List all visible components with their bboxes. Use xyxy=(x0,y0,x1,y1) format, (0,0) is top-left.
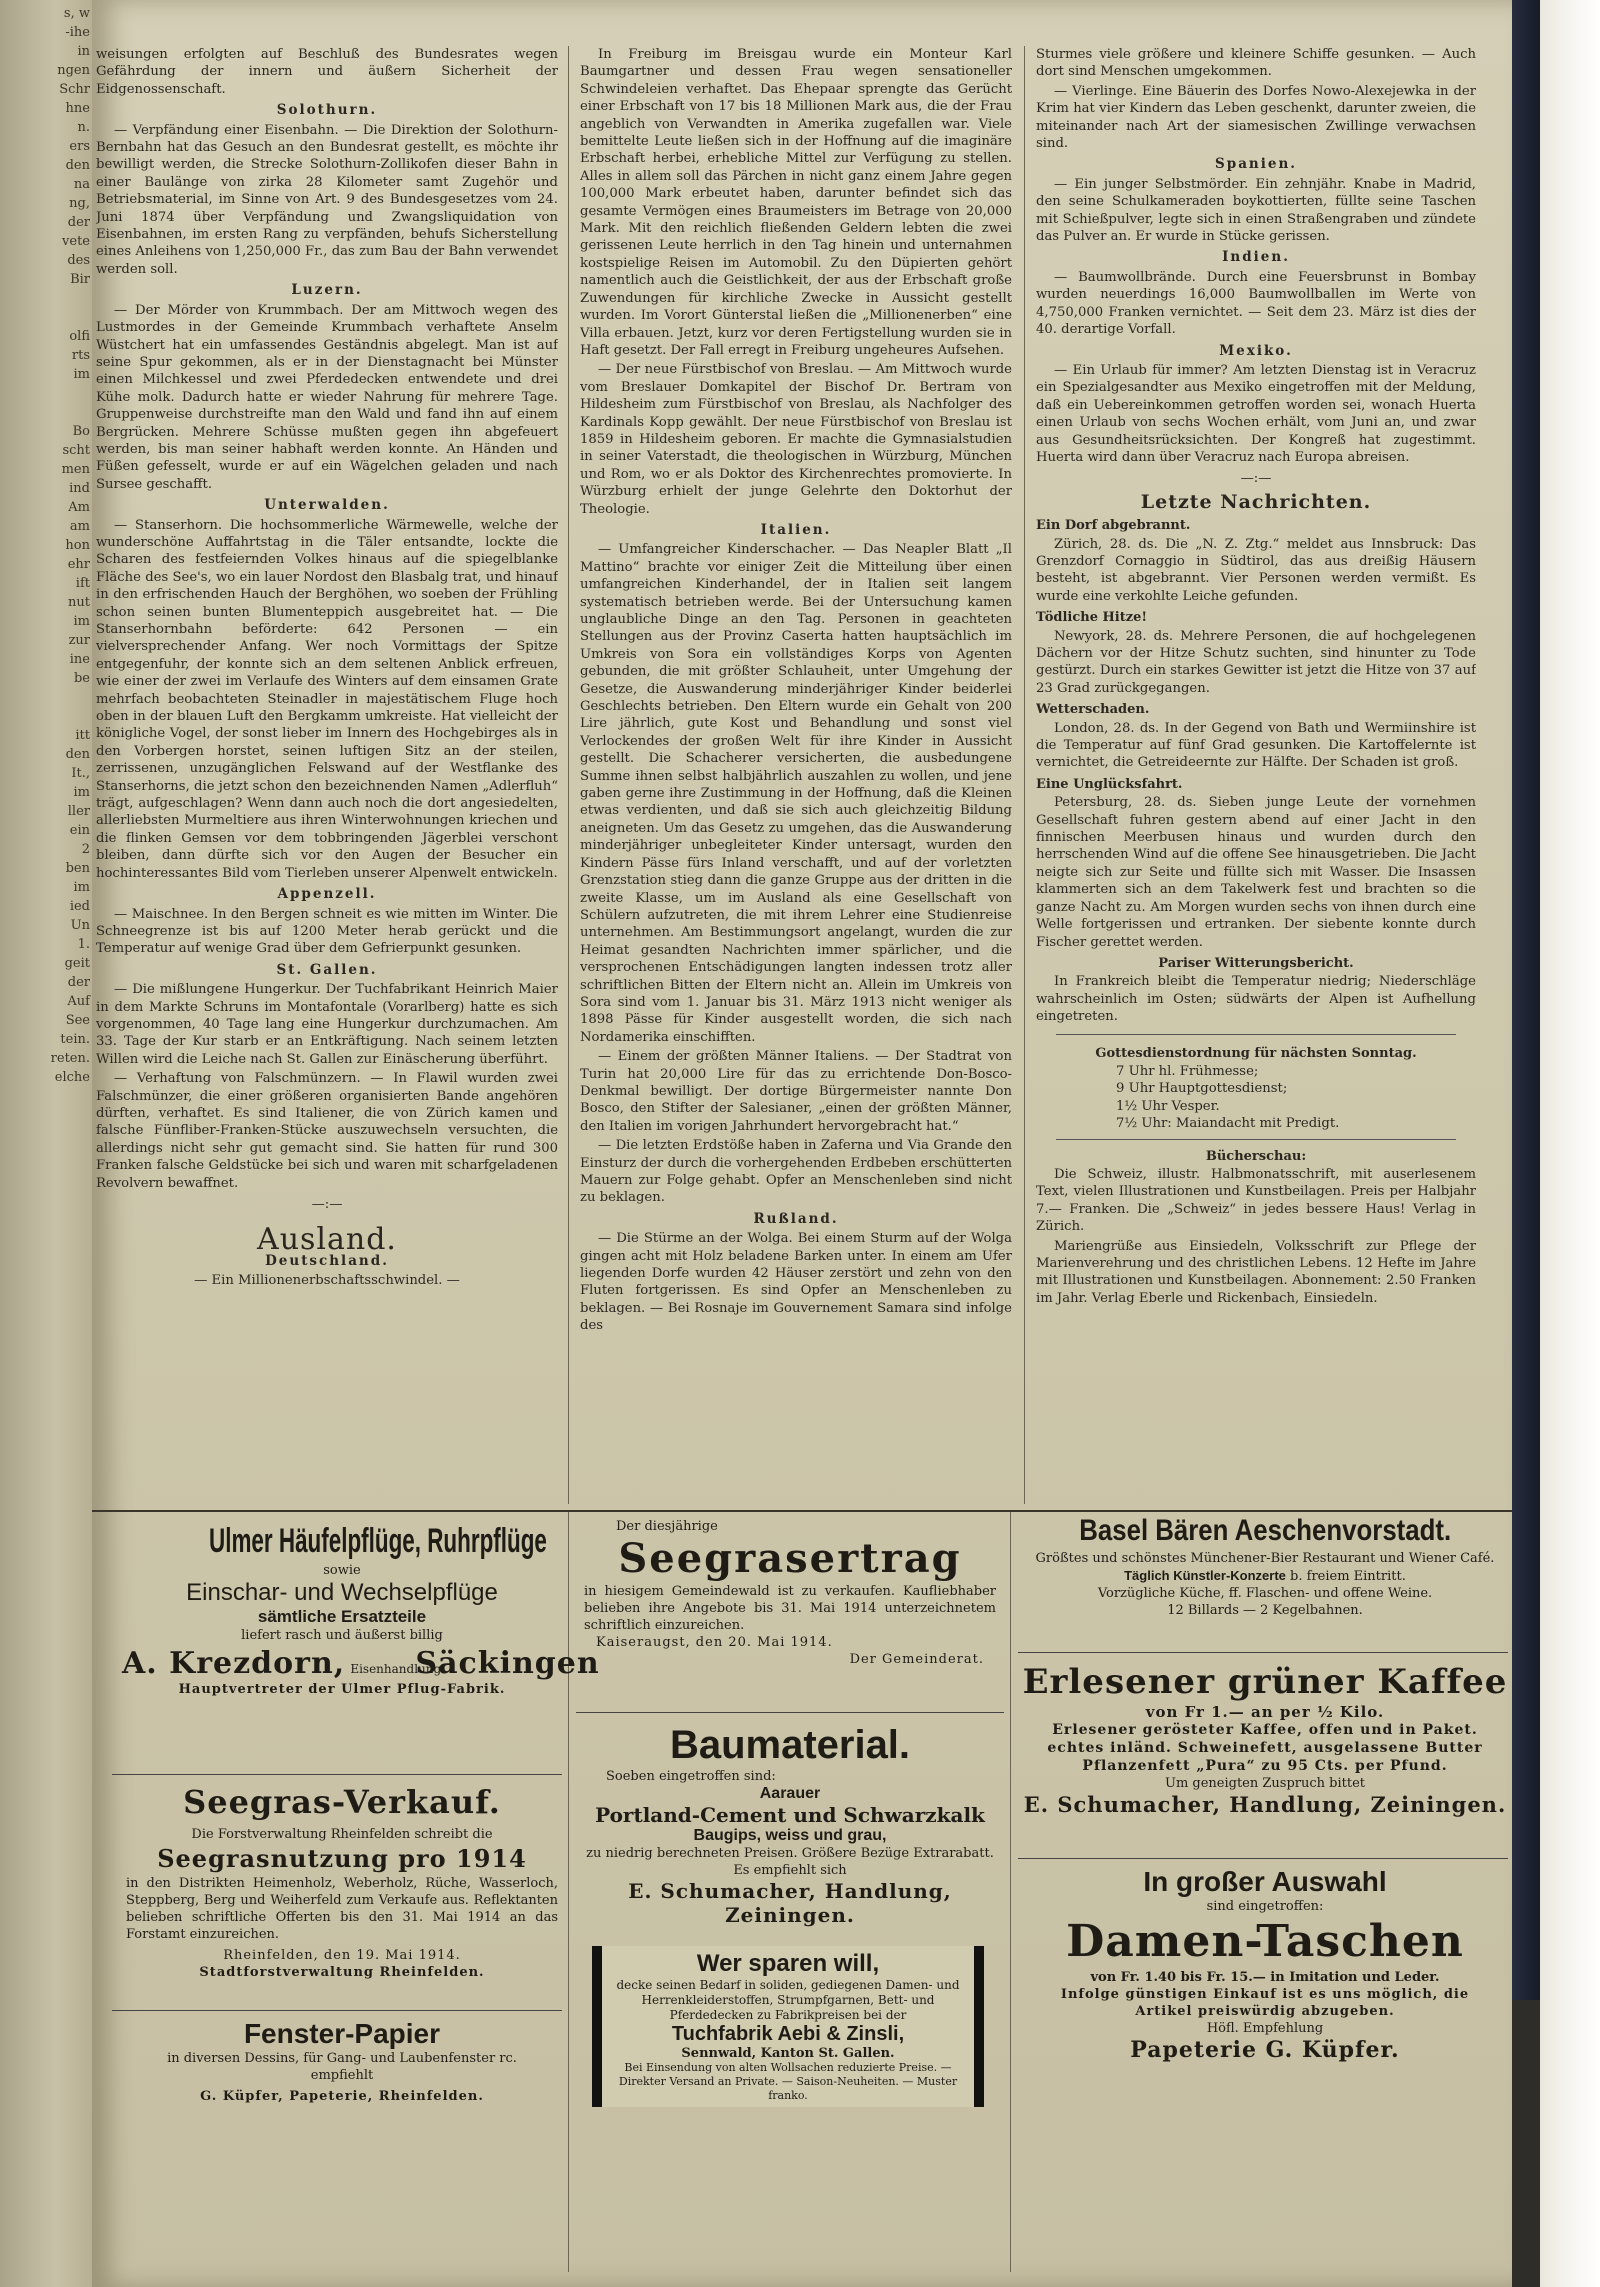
article-spanien: — Ein junger Selbstmörder. Ein zehnjähr. Knabe in Madrid, den seine Schulkameraden boykottierten, füllte seine Taschen mit Schießpulver, legte sich in einen Straßengraben und zündete das Pulver an. Er wurde in Stücke gerissen. xyxy=(1036,176,1476,245)
article-fuerstbischof: — Der neue Fürstbischof von Breslau. — Am Mittwoch wurde vom Breslauer Domkapitel der Bischof Dr. Bertram von Hildesheim zum Fürstbischof von Breslau, als Nachfolger des Kardinals Kopp gewählt. Der neue Fürstbischof von Breslau ist 1859 in Hildesheim geboren. Er machte die Gymnasialstudien in seiner Vaterstadt, die theologischen in Würzburg, München und Rom, wo er als Doktor des Kirchenrechtes promovierte. In Würzburg erhielt der junge Gelehrte den Doktorhut der Theologie. xyxy=(580,362,1012,517)
ad-bau-cement: Portland-Cement und Schwarzkalk xyxy=(595,1803,985,1827)
column-1 xyxy=(96,46,558,1504)
article-freiburg: In Freiburg im Breisgau wurde ein Monteur Karl Baumgartner und dessen Frau wegen sensationeller Schwindeleien verhaftet. Das Ehepaar sprengte das Gerücht einer Erbschaft von 17 bis 18 Millionen Mark aus, die der Frau angeblich von Verwandten in Amerika zugefallen war. Viele bemittelte Leute ließen sich in der Hoffnung auf die imaginäre Erbschaft herbei, erhebliche Mittel zur Verfügung zu stellen. Alles in allem soll das Pärchen in nicht ganz einem Jahre gegen 100,000 Mark erbeutet haben, darunter befindet sich das gesamte Vermögen eines Braumeisters im Betrage von 20,000 Mark. Mit den reichlich fließenden Geldern lebten die zwei gerissenen Leute herrlich in den Tag hinein und unternahmen kostspielige Reisen im Automobil. Zu den Düpierten gehört namentlich auch die Geistlichkeit, der aus der Erbschaft große Zuwendungen für kirchliche Zwecke in Aussicht gestellt wurden. Im Vorort Günterstal ließen die „Millionenerben“ eine Villa erbauen. Jetzt, kurz vor deren Fertigstellung wurden sie in Haft gesetzt. Der Fall erregt in Freiburg ungeheures Aufsehen. xyxy=(580,47,1012,358)
article-buecherschau-2: Mariengrüße aus Einsiedeln, Volksschrift zur Pflege der Marienverehrung und des christlichen Lebens. 12 Hefte im Jahre mit Illustrationen und Kunstbeilagen. Abonnement: 2.50 Franken im Jahr. Verlag Eberle und Rickenbach, Einsiedeln. xyxy=(1036,1238,1476,1306)
article-unglucksfahrt: Petersburg, 28. ds. Sieben junge Leute der vornehmen Gesellschaft fuhren gestern abend auf einer Jacht in den finnischen Meerbusen hinaus und wurden durch den herrschenden Wind auf die offene See hinausgetrieben. Die Jacht neigte sich zur Seite und füllte sich mit Wasser. Die Insassen klammerten sich an dem Takelwerk fest und brachten so die ganze Nacht zu. Am Morgen wurden sechs von ihnen durch eine Welle fortgerissen und ertranken. Der siebente konnte durch Fischer gerettet werden. xyxy=(1036,795,1476,950)
ad-fenster-sign: G. Küpfer, Papeterie, Rheinfelden. xyxy=(200,2089,484,2104)
ad-taschen-empf: Höfl. Empfehlung xyxy=(1206,2021,1324,2036)
ad-ulmer-title: Ulmer Häufelpflüge, Ruhrpflüge xyxy=(209,1522,547,1560)
ad-seegras-nutzung: Seegrasnutzung pro 1914 xyxy=(157,1844,527,1873)
ad-basel-baeren xyxy=(1018,1512,1512,1619)
heading-solothurn: Solothurn. xyxy=(276,102,378,119)
ad-wer-small: Bei Einsendung von alten Wollsachen reduzierte Preise. — Direkter Versand an Private. — Saison-Neuheiten. — Muster franko. xyxy=(618,2061,958,2102)
newspaper-page xyxy=(92,0,1512,2287)
heading-unglucksfahrt: Eine Unglücksfahrt. xyxy=(1036,776,1183,792)
ads-column-rule xyxy=(1010,1512,1011,2272)
section-heading-ausland: Ausland. xyxy=(257,1222,397,1258)
ad-basel-title: Basel Bären Aeschenvorstadt. xyxy=(1079,1514,1451,1547)
ad-seegras-date: Rheinfelden, den 19. Mai 1914. xyxy=(223,1948,461,1963)
ad-divider xyxy=(576,1712,1004,1713)
ad-taschen-text: Infolge günstigen Einkauf ist es uns möglich, die Artikel preiswürdig abzugeben. xyxy=(1060,1987,1470,2019)
ad-ulmer-handlung: Eisenhandlung xyxy=(350,1661,442,1676)
ad-ulmer-liefert: liefert rasch und äußerst billig xyxy=(241,1628,443,1643)
ad-basel-billards: 12 Billards — 2 Kegelbahnen. xyxy=(1167,1603,1363,1618)
article-italien-3: — Die letzten Erdstöße haben in Zaferna und Via Grande den Einsturz der durch die vorhergehenden Erdbeben erschütterten Mauern zur Folge gehabt. Opfer an Menschenleben sind nicht zu beklagen. xyxy=(580,1138,1012,1206)
column-3 xyxy=(1036,46,1476,1504)
ad-seegras-title: Seegras-Verkauf. xyxy=(183,1783,501,1821)
ad-bau-gips: Baugips, weiss und grau, xyxy=(693,1827,887,1844)
ad-wer-place: Sennwald, Kanton St. Gallen. xyxy=(681,2046,895,2061)
heading-spanien: Spanien. xyxy=(1215,156,1297,173)
heading-st-gallen: St. Gallen. xyxy=(276,961,378,978)
article-russland: — Die Stürme an der Wolga. Bei einem Sturm auf der Wolga gingen acht mit Holz beladene Barken unter. In einem am Ufer liegenden Dorfe wurden 42 Häuser zerstört und zehn von den Fluten fortgerissen. Es sind Opfer an Menschenleben zu beklagen. — Bei Rosnaje im Gouvernement Samara sind infolge des xyxy=(580,1231,1012,1334)
heading-unterwalden: Unterwalden. xyxy=(264,497,390,514)
heading-russland: Rußland. xyxy=(753,1210,839,1227)
heading-appenzell: Appenzell. xyxy=(277,886,377,903)
ad-seegrasertrag xyxy=(576,1518,1004,1668)
heading-dorf: Ein Dorf abgebrannt. xyxy=(1036,518,1191,534)
article-appenzell: — Maischnee. In den Bergen schneit es wie mitten im Winter. Die Schneegrenze ist bis auf 1200 Meter herab gerückt und die Temperatur auf wenige Grad über dem Gefrierpunkt gesunken. xyxy=(96,906,558,957)
separator: —:— xyxy=(1240,471,1272,487)
ad-ulmer-subtitle: Einschar- und Wechselpflüge xyxy=(186,1579,498,1606)
article-indien: — Baumwollbrände. Durch eine Feuersbrunst in Bombay wurden neuerdings 16,000 Baumwollballen im Werte von 4,750,000 Franken vernichtet. — Seit dem 23. März ist dies der 40. derartige Vorfall. xyxy=(1036,269,1476,338)
ad-seegras-sign: Stadtforstverwaltung Rheinfelden. xyxy=(199,1965,485,1980)
heading-luzern: Luzern. xyxy=(291,282,363,299)
ad-taschen-firm: Papeterie G. Küpfer. xyxy=(1130,2037,1400,2063)
ad-basel-konzert: Täglich Künstler-Konzerte xyxy=(1124,1568,1286,1583)
ad-divider xyxy=(1018,1652,1508,1653)
ad-basel-text: Größtes und schönstes Münchener-Bier Restaurant und Wiener Café. xyxy=(1035,1551,1495,1566)
ad-ulmer-firm: A. Krezdorn, xyxy=(122,1646,346,1681)
ad-bau-aarauer: Aarauer xyxy=(759,1785,821,1802)
ad-bau-firm: E. Schumacher, Handlung, Zeiningen. xyxy=(628,1879,952,1927)
ad-wer-firm: Tuchfabrik Aebi & Zinsli, xyxy=(671,2023,905,2045)
ad-fenster-title: Fenster-Papier xyxy=(243,2018,441,2049)
ad-wer-sparen xyxy=(592,1946,984,2107)
article-wetterschaden: London, 28. ds. In der Gegend von Bath und Wermiinshire ist die Temperatur auf fünf Grad gesunken. Die Kartoffelernte ist vernichtet, die Getreideernte zur Hälfte. Der Schaden ist groß. xyxy=(1036,720,1476,771)
article-deutschland: — Ein Millionenerbschaftsschwindel. — xyxy=(194,1273,460,1289)
ad-kaffee-price: von Fr 1.— an per ½ Kilo. xyxy=(1145,1703,1385,1721)
article-vierlinge: — Vierlinge. Eine Bäuerin des Dorfes Nowo-Alexejewka in der Krim hat vier Kindern das Leben geschenkt, darunter zweien, die miteinander nach Art der siamesischen Zwillinge verwachsen sind. xyxy=(1036,83,1476,152)
ad-damen-taschen xyxy=(1018,1866,1512,2063)
ad-bau-sub: Soeben eingetroffen sind: xyxy=(606,1769,776,1784)
article-hitze: Newyork, 28. ds. Mehrere Personen, die auf hochgelegenen Dächern vor der Hitze Schutz suchten, sind hinunter zu Tode gestürzt. Durch ein starkes Gewitter ist jetzt die Hitze von 37 auf 23 Grad zurückgegangen. xyxy=(1036,628,1476,696)
separator: —:— xyxy=(311,1197,343,1212)
ad-ulmer-pfluege xyxy=(122,1520,600,1698)
ad-basel-kueche: Vorzügliche Küche, ff. Flaschen- und offene Weine. xyxy=(1097,1586,1433,1601)
ad-seegras-text: in den Distrikten Heimenholz, Weberholz, Rüche, Wasserloch, Steppberg, Berg und Weiherfeld zum Verkaufe aus. Reflektanten belieben schriftliche Offerten bis den 31. Mai 1914 an das Forstamt einzureichen. xyxy=(126,1876,558,1942)
heading-italien: Italien. xyxy=(760,521,832,538)
article-sturm: Sturmes viele größere und kleinere Schiffe gesunken. — Auch dort sind Menschen umgekommen. xyxy=(1036,47,1476,80)
ad-ertrag-date: Kaiseraugst, den 20. Mai 1914. xyxy=(596,1635,833,1650)
intro-paragraph: weisungen erfolgten auf Beschluß des Bundesrates wegen Gefährdung der innern und äußern Sicherheit der Eidgenossenschaft. xyxy=(96,47,558,97)
heading-hitze: Tödliche Hitze! xyxy=(1036,610,1148,626)
ad-bau-title: Baumaterial. xyxy=(669,1723,911,1767)
heading-pariser-witterung: Pariser Witterungsbericht. xyxy=(1158,955,1354,971)
margin-text: s, w -ihe in ngen Schr hne n. ers den na ng, der vete des Bir olfi rts im Bo scht men ind Am am hon ehr ift nut im zur ine be itt den It., im ller ein 2 ben im ied Un 1. geit der Auf See tein. reten. elche xyxy=(50,6,90,1085)
gottesdienst-line: 9 Uhr Hauptgottesdienst; xyxy=(1116,1081,1288,1097)
ad-fenster-papier xyxy=(122,2018,562,2105)
article-luzern: — Der Mörder von Krummbach. Der am Mittwoch wegen des Lustmordes in der Gemeinde Krummbach verhaftete Anselm Wüstchert hat ein umfassendes Geständnis abgelegt. Man ist auf seine Spur gekommen, als er in der Dienstagnacht bei Münster einen Milchkessel und zwei Pferdedecken entwendete und drei Kühe molk. Dadurch hatte er wieder Nahrung für mehrere Tage. Gruppenweise durchstreifte man den Wald und fand ihn auf einem Bergrücken. Mehrere Schüsse mußten gegen ihn abgefeuert werden, bis man seiner habhaft werden konnte. An Händen und Füßen gefesselt, wurde er auf ein Wägelchen geladen und nach Sursee geschafft. xyxy=(96,302,558,492)
article-mexiko: — Ein Urlaub für immer? Am letzten Dienstag ist in Veracruz ein Spezialgesandter aus Mexiko eingetroffen mit der Meldung, daß ein Uebereinkommen getroffen worden sei, wonach Huerta einen Urlaub von sechs Wochen erhält, vom Juni an, und zwar aus Gesundheitsrücksichten. Der Kongreß hat zugestimmt. Huerta wird dann über Veracruz nach Europa abreisen. xyxy=(1036,362,1476,465)
ad-ertrag-title: Seegrasertrag xyxy=(618,1535,962,1582)
ad-divider xyxy=(1018,1858,1508,1859)
ad-ertrag-text: in hiesigem Gemeindewald ist zu verkaufen. Kaufliebhaber belieben ihre Angebote bis 31. Mai 1914 unterzeichnetem schriftlich einzureichen. xyxy=(584,1584,996,1633)
ad-ertrag-sign: Der Gemeinderat. xyxy=(849,1652,984,1667)
article-pariser-witterung: In Frankreich bleibt die Temperatur niedrig; Niederschläge wahrscheinlich im Osten; südwärts der Alpen ist Aufhellung eingetreten. xyxy=(1036,974,1476,1025)
ad-wer-text: decke seinen Bedarf in soliden, gediegenen Damen- und Herrenkleiderstoffen, Strumpfgarnen, Bett- und Pferdedecken zu Fabrikpreisen bei der xyxy=(616,1978,960,2022)
heading-buecherschau: Bücherschau: xyxy=(1205,1148,1307,1164)
ad-kaffee-zuspruch: Um geneigten Zuspruch bittet xyxy=(1164,1776,1365,1791)
heading-gottesdienst: Gottesdienstordnung für nächsten Sonntag. xyxy=(1095,1045,1417,1061)
ad-ulmer-city: Säckingen xyxy=(415,1646,600,1681)
ads-column-rule xyxy=(568,1512,569,2272)
ad-taschen-sub: sind eingetroffen: xyxy=(1206,1899,1324,1914)
ad-wer-title: Wer sparen will, xyxy=(696,1950,880,1977)
heading-mexiko: Mexiko. xyxy=(1219,342,1293,359)
ad-kaffee-text: Erlesener gerösteter Kaffee, offen und in Paket. echtes inländ. Schweinefett, ausgelassene Butter Pflanzenfett „Pura“ zu 95 Cts. per Pfund. xyxy=(1047,1722,1483,1774)
article-solothurn: — Verpfändung einer Eisenbahn. — Die Direktion der Solothurn-Bernbahn hat das Gesuch an den Bundesrat gestellt, es möchte ihr bewilligt werden, die Strecke Solothurn-Zollikofen dieser Bahn in einer Baulänge von zirka 28 Kilometer samt Zugehör und Betriebsmaterial, im Sinne von Art. 9 des Bundesgesetzes vom 24. Juni 1874 über Verpfändung und Zwangsliquidation von Eisenbahnen, im ersten Rang zu verpfänden, behufs Sicherstellung eines Anleihens von 1,250,000 Fr., das zum Bau der Bahn verwendet werden soll. xyxy=(96,122,558,277)
heading-deutschland: Deutschland. xyxy=(265,1252,389,1269)
ad-seegras-verkauf xyxy=(122,1782,562,1981)
adjacent-page-margin xyxy=(0,0,92,2287)
ad-kaffee-firm: E. Schumacher, Handlung, Zeiningen. xyxy=(1023,1792,1507,1817)
ad-ulmer-ersatzteile: sämtliche Ersatzteile xyxy=(257,1607,427,1626)
ad-ulmer-sowie: sowie xyxy=(323,1563,361,1578)
gottesdienst-line: 1½ Uhr Vesper. xyxy=(1116,1098,1220,1114)
gottesdienst-line: 7½ Uhr: Maiandacht mit Predigt. xyxy=(1116,1116,1340,1132)
gottesdienst-box xyxy=(1056,1034,1456,1140)
article-dorf: Zürich, 28. ds. Die „N. Z. Ztg.“ meldet aus Innsbruck: Das Grenzdorf Cornaggio in Südtirol, das aus dreißig Häusern besteht, ist abgebrannt. Vier Personen werden vermißt. Es wurde eine verkohlte Leiche gefunden. xyxy=(1036,536,1476,604)
column-rule xyxy=(1024,46,1025,1504)
column-2 xyxy=(580,46,1012,1504)
ad-bau-empfiehlt: Es empfiehlt sich xyxy=(733,1863,847,1878)
heading-letzte-nachrichten: Letzte Nachrichten. xyxy=(1140,490,1372,513)
ad-bau-preise: zu niedrig berechneten Preisen. Größere Bezüge Extrarabatt. xyxy=(586,1846,994,1861)
article-st-gallen-2: — Verhaftung von Falschmünzern. — In Flawil wurden zwei Falschmünzer, die einer größeren organisierten Bande angehören dürften, verhaftet. Es sind Italiener, die von Zürich kamen und falsche Fünfliber-Franken-Stücke auszuwechseln versuchten, die allerdings nicht sehr gut gemacht sind. Sie hatten für rund 300 Franken falsche Geldstücke bei sich und waren mit scharfgeladenen Revolvern bewaffnet. xyxy=(96,1071,558,1191)
page-edge-right xyxy=(1540,0,1600,2287)
ad-taschen-pre: In großer Auswahl xyxy=(1143,1866,1387,1897)
ad-taschen-title: Damen-Taschen xyxy=(1066,1916,1464,1967)
heading-indien: Indien. xyxy=(1222,249,1290,266)
ad-ulmer-vertreter: Hauptvertreter der Ulmer Pflug-Fabrik. xyxy=(178,1682,506,1697)
gottesdienst-line: 7 Uhr hl. Frühmesse; xyxy=(1116,1063,1259,1079)
ad-baumaterial xyxy=(576,1722,1004,1927)
ad-kaffee-title: Erlesener grüner Kaffee xyxy=(1022,1662,1508,1702)
article-columns xyxy=(92,46,1512,1504)
ad-divider xyxy=(112,2010,562,2011)
article-buecherschau-1: Die Schweiz, illustr. Halbmonatsschrift, mit auserlesenem Text, vielen Illustrationen und Kunstbeilagen. Preis per Halbjahr 7.— Franken. Die „Schweiz“ in jedes bessere Haus! Verlag in Zürich. xyxy=(1036,1166,1476,1235)
ad-ertrag-pre: Der diesjährige xyxy=(616,1519,718,1534)
article-italien-1: — Umfangreicher Kinderschacher. — Das Neapler Blatt „Il Mattino“ brachte vor einiger Zeit die Mitteilung über einen umfangreichen Kinderhandel, der in Italien seit langem systematisch betrieben werde. Bei der Untersuchung kamen unglaubliche Dinge an den Tag. Personen in geachteten Stellungen aus der Provinz Caserta hatten hauptsächlich im Umkreis von Sora ein vollständiges Korps von Agenten gebunden, die mit größter Schlauheit, unter Umgehung der Gesetze, die Auswanderung minderjähriger Kinder beiderlei Geschlechts betrieben. Den Eltern wurde ein Gehalt von 200 Lire jährlich, gute Kost und Behandlung und sonst viel Verlockendes der großen Welt für ihre Kinder in Aussicht gestellt. Die Schacherer versicherten, die ausbedungene Summe ihnen selbst halbjährlich auszahlen zu wollen, und jene gaben gerne ihre Zustimmung in der Hoffnung, daß die Kleinen etwas verdienten, und daß sie sich auch gleichzeitig Bildung aneigneten. Um das Gesetz zu umgehen, das die Auswanderung minderjähriger unbegleiteter Kinder untersagt, wurden den Kindern Pässe fürs Inland verschafft, und auf der vorletzten Grenzstation stieg dann die ganze Gruppe aus der dritten in die zweite Klasse, um im Ausland als eine Gesellschaft von Schülern aufzutreten, die mit ihrem Lehrer eine Studienreise unternehmen. Am Bestimmungsort angelangt, wurden die zur Heimat gesandten Nachrichten immer spärlicher, und die versprochenen Entschädigungen langten indessen trotz aller schriftlichen Bitten der Eltern nicht an. Allein im Umkreis von Sora sind vom 1. Januar bis 31. März 1913 nicht weniger als 1898 Pässe für Kinder ausgestellt worden, die sich nach Nordamerika einschifften. xyxy=(580,542,1012,1045)
ad-fenster-text: in diversen Dessins, für Gang- und Laubenfenster rc. empfiehlt xyxy=(167,2051,517,2083)
article-italien-2: — Einem der größten Männer Italiens. — Der Stadtrat von Turin hat 20,000 Lire für das zu errichtende Don-Bosco-Denkmal bewilligt. Der dortige Bürgermeister nannte Don Bosco, den Stifter der Salesianer, „einen der größten Männer, den Italien im vorigen Jahrhundert hervorgebracht hat.“ xyxy=(580,1049,1012,1134)
article-st-gallen-1: — Die mißlungene Hungerkur. Der Tuchfabrikant Heinrich Maier in dem Markte Schruns im Montafontale (Vorarlberg) hatte es sich vorgenommen, 40 Tage lang eine Hungerkur durchzumachen. Am 33. Tage der Kur starb er an Entkräftigung. Nach seinem letzten Willen wird die Leiche nach St. Gallen zur Einäscherung überführt. xyxy=(96,982,558,1067)
heading-wetterschaden: Wetterschaden. xyxy=(1036,702,1150,718)
ad-basel-eintritt: b. freiem Eintritt. xyxy=(1290,1569,1406,1584)
ad-seegras-intro: Die Forstverwaltung Rheinfelden schreibt die xyxy=(191,1827,493,1842)
ad-kaffee xyxy=(1018,1660,1512,1817)
article-unterwalden: — Stanserhorn. Die hochsommerliche Wärmewelle, welche der wunderschöne Auffahrtstag in die Täler entsandte, lockte die Scharen des festfeiernden Volkes hinaus auf die spiegelblanke Fläche des See's, wo ein lauer Nordost den Blasbalg trat, und hinauf in den erfrischenden Hauch der Berghöhen, wo soeben der Frühling schon seinen bunten Blumenteppich ausgebreitet hat. — Die Stanserhornbahn beförderte: 642 Personen — ein vielversprechender Anfang. Wer noch Vormittags der Spitze entgegenfuhr, der konnte sich an dem seltenen Anblick erfreuen, wie einer der zwei im Verlaufe des Winters auf dem einsamen Grate mehrfach beobachteten Steinadler in majestätischem Fluge hoch oben in der blauen Luft den Bergkamm umkreiste. Hat vielleicht der königliche Vogel, der sonst lieber im Innern des Hochgebirges als in den Vorbergen horstet, seinen luftigen Sitz an der steilen, zerrissenen, unzugänglichen Felswand auf der Westflanke des Stanserhorns, die jetzt schon den bezeichnenden Namen „Adlerfluh“ trägt, aufgeschlagen? Wenn dann auch noch die dort angesiedelten, allerliebsten Murmeltiere aus ihren Winterwohnungen kriechen und die flinken Gemsen vor dem tobbringenden Jägerblei verschont bleiben, dann dürfte sich vor den Augen der Besucher ein hochinteressantes Bild vom Tierleben unserer Alpenwelt entwickeln. xyxy=(96,517,558,881)
ad-taschen-price: von Fr. 1.40 bis Fr. 15.— in Imitation und Leder. xyxy=(1090,1970,1440,1985)
ad-divider xyxy=(112,1774,562,1775)
column-rule xyxy=(568,46,569,1504)
